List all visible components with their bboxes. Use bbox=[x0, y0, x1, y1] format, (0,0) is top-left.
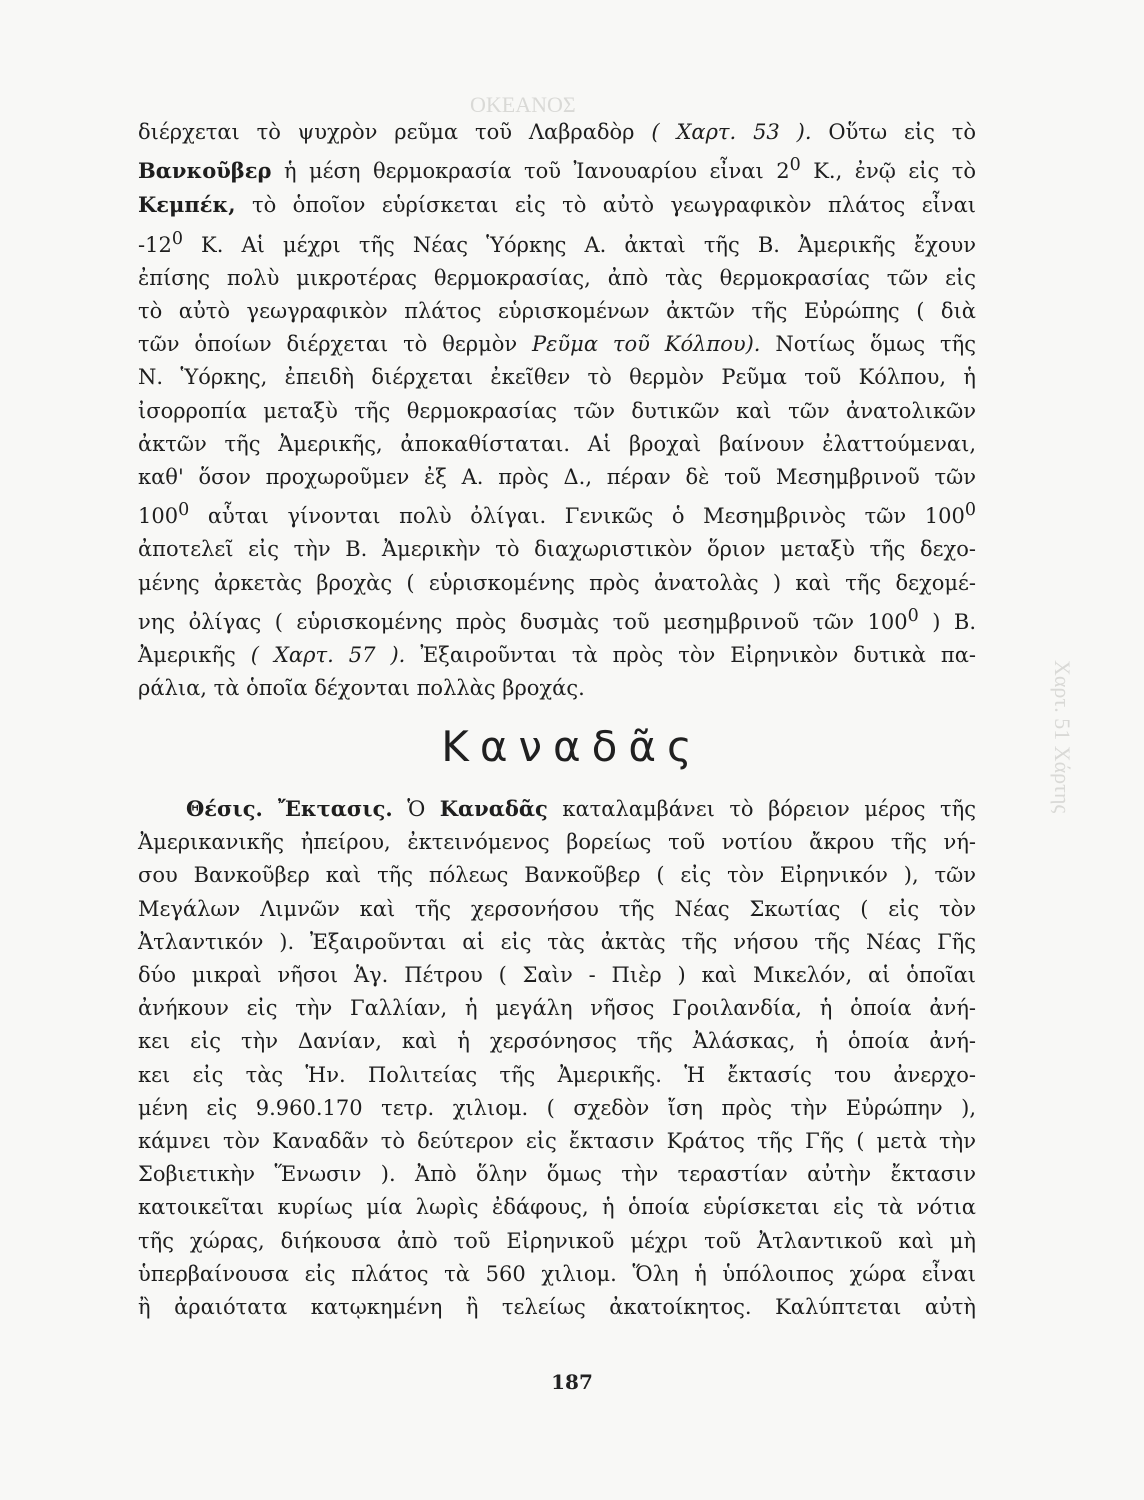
text-line: μένη εἰς 9.960.170 τετρ. χιλιομ. ( σχεδὸν ἴση πρὸς τὴν Εὐρώπην ), bbox=[138, 1095, 976, 1120]
text-line: ἀνήκουν εἰς τὴν Γαλλίαν, ἡ μεγάλη νῆσος Γροιλανδία, ἡ ὁποία ἀνή- bbox=[138, 996, 976, 1021]
text-line: Σοβιετικὴν Ἕνωσιν ). Ἀπὸ ὅλην ὅμως τὴν τεραστίαν αὐτὴν ἔκτασιν bbox=[138, 1162, 976, 1187]
page-number: 187 bbox=[551, 1370, 593, 1394]
body-text-canada bbox=[138, 792, 976, 1324]
map-reference: ( Χαρτ. 57 ). bbox=[250, 643, 406, 668]
show-through-top: ΟΚΕΑΝΟΣ bbox=[470, 92, 576, 117]
text-line: κει εἰς τὰς Ἡν. Πολιτείας τῆς Ἀμερικῆς. Ἡ ἔκτασίς του ἀνερχο- bbox=[138, 1062, 976, 1087]
text-line: διέρχεται τὸ ψυχρὸν ρεῦμα τοῦ Λαβραδὸρ ( Χαρτ. 53 ). Οὕτω εἰς τὸ bbox=[138, 120, 976, 144]
text-line: Θέσις. Ἔκτασις. Ὁ Καναδᾶς καταλαμβάνει τὸ βόρειον μέρος τῆς bbox=[186, 796, 976, 821]
text-line: Ν. Ὑόρκης, ἐπειδὴ διέρχεται ἐκεῖθεν τὸ θερμὸν Ρεῦμα τοῦ Κόλπου, ἡ bbox=[138, 365, 976, 390]
place-vancouver: Βανκοῦβερ bbox=[138, 158, 272, 184]
text-line: ράλια, τὰ ὁποῖα δέχονται πολλὰς βροχάς. bbox=[138, 676, 585, 701]
text-line: ἐπίσης πολὺ μικροτέρας θερμοκρασίας, ἀπὸ τὰς θερμοκρασίας τῶν εἰς bbox=[138, 265, 976, 290]
text-line: κει εἰς τὴν Δανίαν, καὶ ἡ χερσόνησος τῆς Ἀλάσκας, ἡ ὁποία ἀνή- bbox=[138, 1029, 976, 1054]
text-line: σου Βανκοῦβερ καὶ τῆς πόλεως Βανκοῦβερ ( εἰς τὸν Εἰρηνικόν ), τῶν bbox=[138, 863, 976, 888]
text-line: ἀκτῶν τῆς Ἀμερικῆς, ἀποκαθίσταται. Αἱ βροχαὶ βαίνουν ἐλαττούμεναι, bbox=[138, 431, 976, 456]
text-line: Ἀμερικῆς ( Χαρτ. 57 ). Ἐξαιροῦνται τὰ πρὸς τὸν Εἰρηνικὸν δυτικὰ πα- bbox=[138, 643, 976, 668]
show-through-right: Χαρτ. 51 Χάρτης bbox=[1050, 660, 1075, 814]
text-line: καθ' ὅσον προχωροῦμεν ἐξ Α. πρὸς Δ., πέραν δὲ τοῦ Μεσημβρινοῦ τῶν bbox=[138, 465, 976, 490]
text-line: Μεγάλων Λιμνῶν καὶ τῆς χερσονήσου τῆς Νέας Σκωτίας ( εἰς τὸν bbox=[138, 896, 976, 921]
paragraph-lead: Θέσις. Ἔκτασις. bbox=[186, 796, 393, 821]
text-line: μένης ἀρκετὰς βροχὰς ( εὑρισκομένης πρὸς ἀνατολὰς ) καὶ τῆς δεχομέ- bbox=[138, 570, 976, 595]
place-quebec: Κεμπέκ, bbox=[138, 192, 236, 218]
text-line: κατοικεῖται κυρίως μία λωρὶς ἐδάφους, ἡ ὁποία εὑρίσκεται εἰς τὰ νότια bbox=[138, 1195, 976, 1220]
text-line: $100^0$ αὗται γίνονται πολὺ ὀλίγαι. Γενικῶς ὁ Μεσημβρινὸς τῶν $100^0$ bbox=[138, 500, 976, 529]
text-line: ἀποτελεῖ εἰς τὴν Β. Ἀμερικὴν τὸ διαχωριστικὸν ὅριον μεταξὺ τῆς δεχο- bbox=[138, 537, 976, 562]
text-line: τῆς χώρας, διήκουσα ἀπὸ τοῦ Εἰρηνικοῦ μέχρι τοῦ Ἀτλαντικοῦ καὶ μὴ bbox=[138, 1228, 976, 1253]
body-text-climate bbox=[138, 116, 976, 705]
text-line: Ἀτλαντικόν ). Ἐξαιροῦνται αἱ εἰς τὰς ἀκτὰς τῆς νήσου τῆς Νέας Γῆς bbox=[138, 929, 976, 954]
text-line: κάμνει τὸν Καναδᾶν τὸ δεύτερον εἰς ἔκτασιν Κράτος τῆς Γῆς ( μετὰ τὴν bbox=[138, 1129, 976, 1154]
map-reference: ( Χαρτ. 53 ). bbox=[651, 120, 812, 144]
text-line: Βανκοῦβερ ἡ μέση θερμοκρασία τοῦ Ἰανουαρίου εἶναι $2^0$ Κ., ἐνῷ εἰς τὸ bbox=[138, 155, 976, 184]
text-line: νης ὀλίγας ( εὑρισκομένης πρὸς δυσμὰς τοῦ μεσημβρινοῦ τῶν $100^0$ ) Β. bbox=[138, 605, 976, 634]
text-line: $-12^0$ Κ. Αἱ μέχρι τῆς Νέας Ὑόρκης Α. ἀκταὶ τῆς Β. Ἀμερικῆς ἔχουν bbox=[138, 228, 976, 257]
text-line: ὑπερβαίνουσα εἰς πλάτος τὰ 560 χιλιομ. Ὅλη ἡ ὑπόλοιπος χώρα εἶναι bbox=[138, 1261, 976, 1286]
text-line: δύο μικραὶ νῆσοι Ἁγ. Πέτρου ( Σαὶν - Πιὲρ ) καὶ Μικελόν, αἱ ὁποῖαι bbox=[138, 963, 976, 988]
section-heading: Καναδᾶς bbox=[441, 722, 703, 771]
text-line: ἰσορροπία μεταξὺ τῆς θερμοκρασίας τῶν δυτικῶν καὶ τῶν ἀνατολικῶν bbox=[138, 398, 976, 423]
text-line: τὸ αὐτὸ γεωγραφικὸν πλάτος εὑρισκομένων ἀκτῶν τῆς Εὐρώπης ( διὰ bbox=[138, 299, 976, 324]
text-line: Ἀμερικανικῆς ἠπείρου, ἐκτεινόμενος βορείως τοῦ νοτίου ἄκρου τῆς νή- bbox=[138, 830, 976, 855]
gulf-stream-term: Ρεῦμα τοῦ Κόλπου). bbox=[532, 332, 761, 357]
text-line: ἢ ἀραιότατα κατῳκημένη ἢ τελείως ἀκατοίκητος. Καλύπτεται αὐτὴ bbox=[138, 1295, 976, 1320]
text-line: τῶν ὁποίων διέρχεται τὸ θερμὸν Ρεῦμα τοῦ Κόλπου). Νοτίως ὅμως τῆς bbox=[138, 332, 976, 357]
subject-canada: Καναδᾶς bbox=[439, 796, 548, 821]
text-line: Κεμπέκ, τὸ ὁποῖον εὑρίσκεται εἰς τὸ αὐτὸ γεωγραφικὸν πλάτος εἶναι bbox=[138, 192, 976, 218]
